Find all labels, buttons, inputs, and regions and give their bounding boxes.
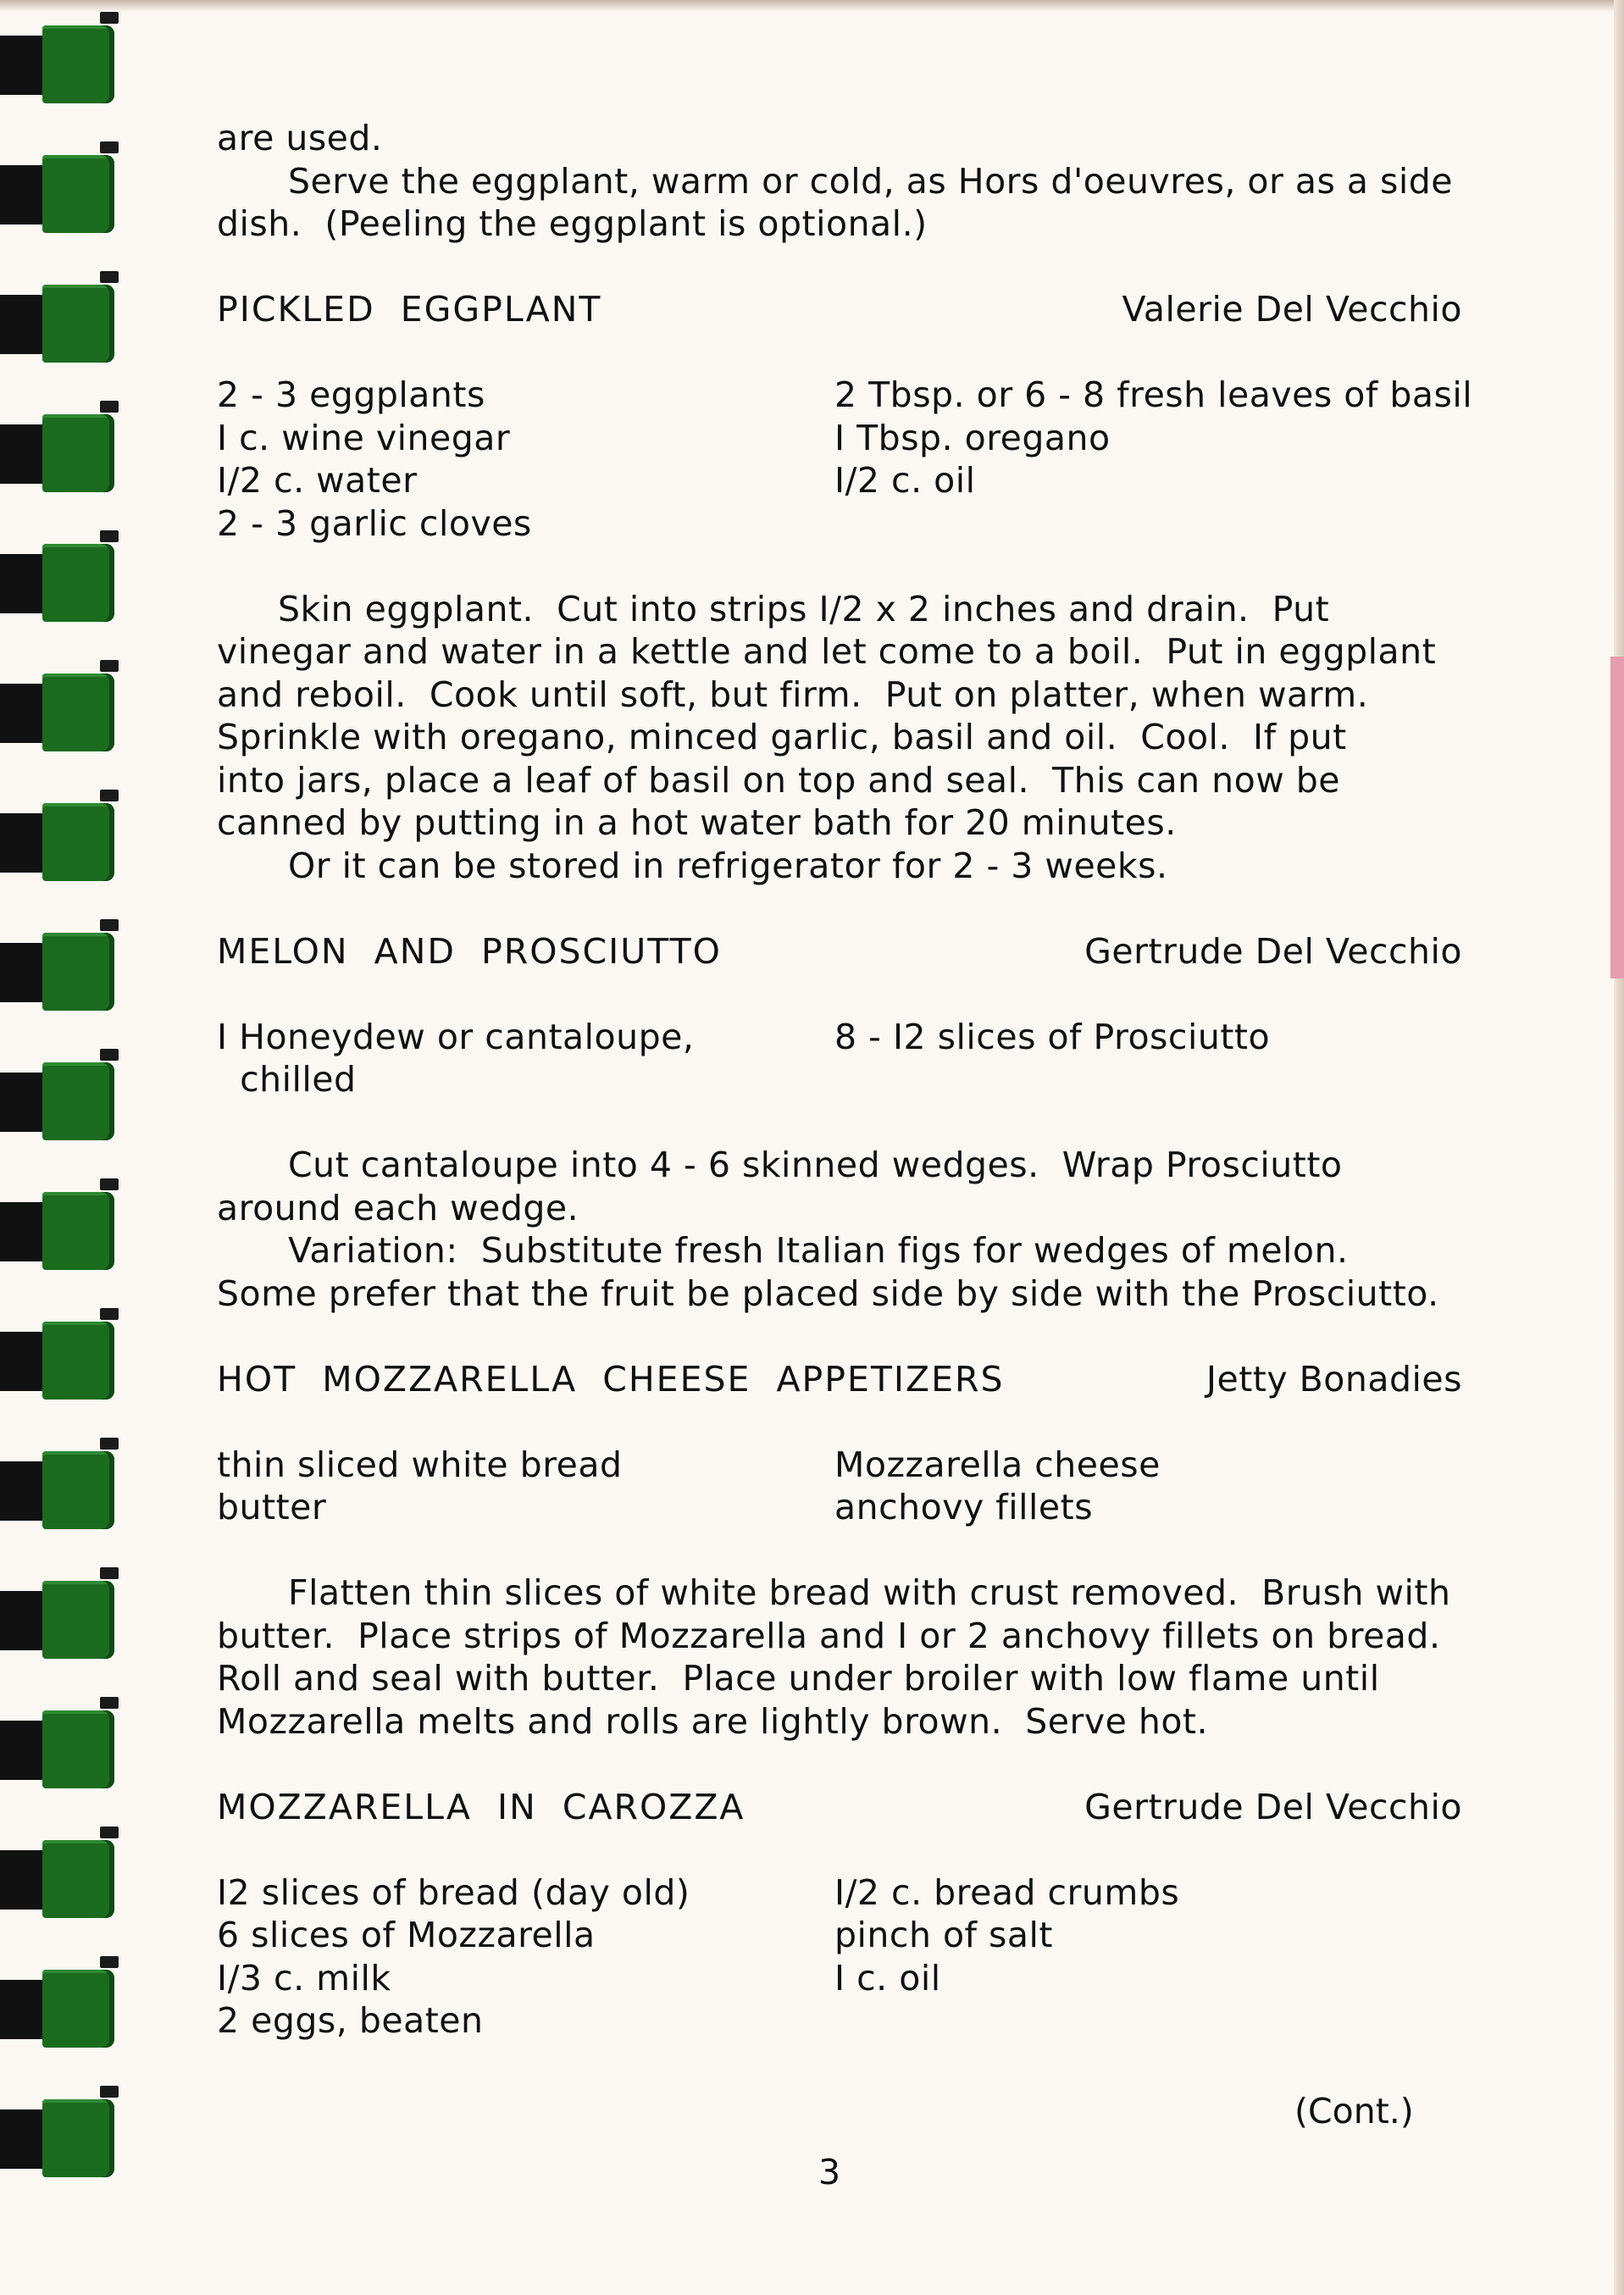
recipe-title: MELON AND PROSCIUTTO <box>217 930 722 972</box>
binding-ring <box>0 1832 119 1925</box>
ingredient-row <box>217 1957 1521 2000</box>
ingredient: I/2 c. water <box>217 460 418 501</box>
ingredient-row <box>217 1999 1521 2043</box>
direction-line: Some prefer that the fruit be placed side by side with the Prosciutto. <box>217 1272 1439 1314</box>
recipe-author: Gertrude Del Vecchio <box>1084 930 1462 972</box>
ingredient-row <box>217 459 1521 502</box>
ingredient: 2 - 3 eggplants <box>217 374 485 415</box>
continued-label: (Cont.) <box>1294 2091 1414 2131</box>
ingredient: 6 slices of Mozzarella <box>217 1915 596 1955</box>
direction-line: around each wedge. <box>217 1187 579 1228</box>
ingredient-row <box>217 1914 1521 1957</box>
direction-line: Roll and seal with butter. Place under broiler with low flame until <box>217 1658 1380 1699</box>
recipe-title: HOT MOZZARELLA CHEESE APPETIZERS <box>217 1358 1005 1400</box>
direction-line: Mozzarella melts and rolls are lightly brown. Serve hot. <box>217 1700 1209 1742</box>
ingredient: I c. wine vinegar <box>217 417 511 458</box>
direction-line: Variation: Substitute fresh Italian figs for wedges of melon. <box>288 1230 1349 1271</box>
ingredient: I/2 c. oil <box>834 460 976 501</box>
binding-ring <box>0 1313 119 1406</box>
spiral-binding <box>0 0 119 2295</box>
ingredient-row <box>217 1871 1521 1915</box>
direction-line: butter. Place strips of Mozzarella and I or 2 anchovy fillets on bread. <box>217 1615 1441 1656</box>
direction-line: into jars, place a leaf of basil on top and seal. This can now be <box>217 759 1341 801</box>
ingredient: I Honeydew or cantaloupe, <box>217 1016 695 1057</box>
recipe-header <box>217 1358 1521 1401</box>
ingredient: I/2 c. bread crumbs <box>834 1871 1180 1913</box>
recipe-title: MOZZARELLA IN CAROZZA <box>217 1786 745 1827</box>
binding-ring <box>0 924 119 1017</box>
binding-ring <box>0 2091 119 2184</box>
ingredient: I Tbsp. oregano <box>834 417 1111 458</box>
direction-line: Or it can be stored in refrigerator for 2 - 3 weeks. <box>288 845 1168 886</box>
intro-line: Serve the eggplant, warm or cold, as Hors d'oeuvres, or as a side <box>288 160 1454 202</box>
recipe-author: Jetty Bonadies <box>1206 1358 1462 1400</box>
binding-ring <box>0 1443 119 1536</box>
recipe-title: PICKLED EGGPLANT <box>217 289 602 330</box>
direction-line: Skin eggplant. Cut into strips I/2 x 2 inches and drain. Put <box>278 588 1330 629</box>
direction-line: canned by putting in a hot water bath for 20 minutes. <box>217 802 1177 843</box>
binding-ring <box>0 147 119 240</box>
ingredient: I2 slices of bread (day old) <box>217 1871 690 1913</box>
ingredient-row <box>217 1444 1521 1487</box>
page-number: 3 <box>818 2152 841 2192</box>
binding-ring <box>0 406 119 499</box>
page-top-edge <box>0 0 1624 12</box>
ingredient-row <box>217 1486 1521 1529</box>
binding-ring <box>0 1702 119 1795</box>
ingredient-row <box>217 502 1521 546</box>
recipe-author: Gertrude Del Vecchio <box>1084 1786 1462 1827</box>
recipe-author: Valerie Del Vecchio <box>1122 289 1462 330</box>
binding-ring <box>0 276 119 369</box>
ingredient: chilled <box>217 1059 357 1100</box>
ingredient: I/3 c. milk <box>217 1957 391 1998</box>
direction-line: Sprinkle with oregano, minced garlic, basil and oil. Cool. If put <box>217 717 1347 757</box>
recipe-header <box>217 1786 1521 1829</box>
ingredient: butter <box>217 1487 327 1527</box>
binding-ring <box>0 535 119 629</box>
ingredient: I c. oil <box>834 1957 941 1998</box>
recipe-header <box>217 930 1521 973</box>
binding-ring <box>0 795 119 888</box>
intro-line: are used. <box>217 118 383 158</box>
ingredient-row <box>217 374 1521 417</box>
ingredient-row <box>217 1058 1521 1101</box>
binding-ring <box>0 665 119 758</box>
binding-ring <box>0 1184 119 1277</box>
ingredient: 2 - 3 garlic cloves <box>217 502 532 544</box>
recipe-text <box>217 117 1521 2043</box>
ingredient: anchovy fillets <box>834 1487 1094 1527</box>
direction-line: Cut cantaloupe into 4 - 6 skinned wedges. Wrap Prosciutto <box>288 1145 1343 1185</box>
binding-ring <box>0 1961 119 2054</box>
ingredient: 8 - I2 slices of Prosciutto <box>834 1016 1271 1057</box>
intro-line: dish. (Peeling the eggplant is optional.) <box>217 203 928 244</box>
ingredient-row <box>217 417 1521 460</box>
ingredient-row <box>217 1016 1521 1059</box>
ingredient: Mozzarella cheese <box>834 1444 1161 1485</box>
binding-ring <box>0 17 119 110</box>
binding-ring <box>0 1054 119 1147</box>
direction-line: Flatten thin slices of white bread with crust removed. Brush with <box>288 1572 1451 1613</box>
direction-line: and reboil. Cook until soft, but firm. Put on platter, when warm. <box>217 674 1369 715</box>
ingredient: 2 eggs, beaten <box>217 2000 484 2041</box>
divider-tab <box>1610 657 1624 978</box>
recipe-header <box>217 288 1521 331</box>
ingredient: thin sliced white bread <box>217 1444 623 1485</box>
ingredient: pinch of salt <box>834 1915 1053 1955</box>
page-right-edge <box>1614 0 1624 2295</box>
direction-line: vinegar and water in a kettle and let come to a boil. Put in eggplant <box>217 631 1437 672</box>
ingredient: 2 Tbsp. or 6 - 8 fresh leaves of basil <box>834 374 1473 415</box>
binding-ring <box>0 1572 119 1666</box>
